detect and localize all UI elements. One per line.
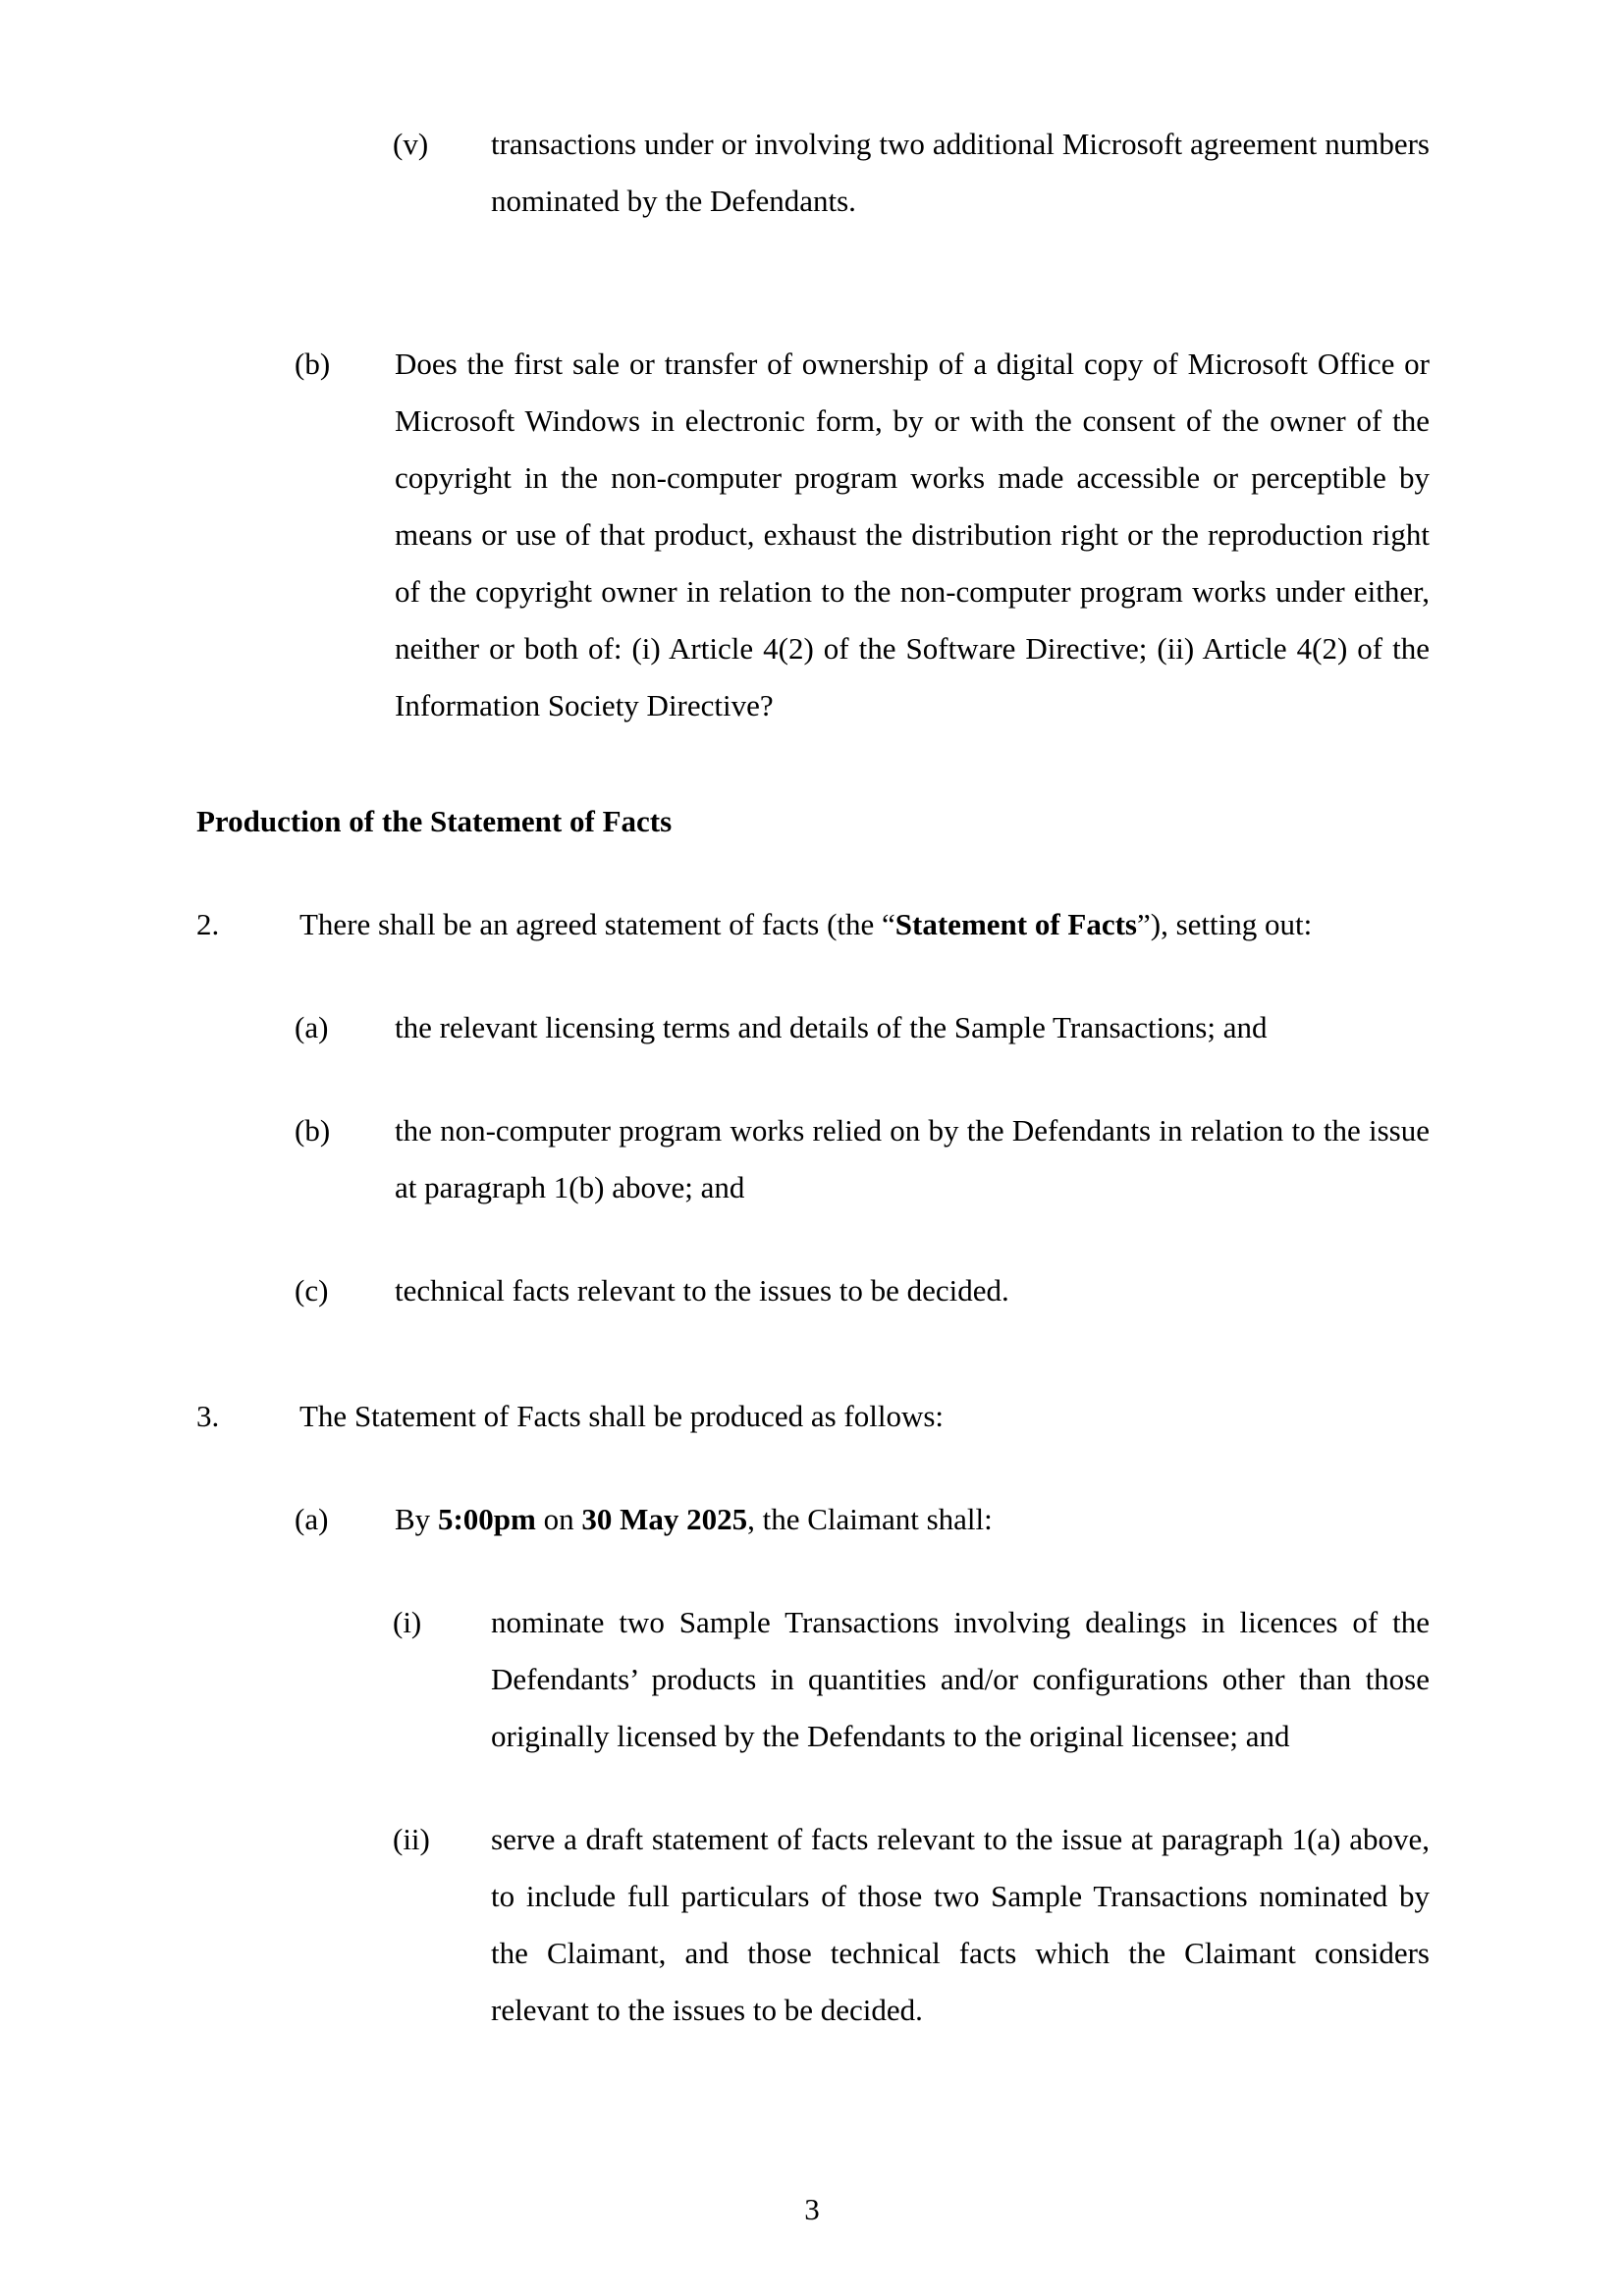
- item-2a-text: the relevant licensing terms and details of the Sample Transactions; and: [395, 1010, 1268, 1044]
- paragraph-2-text: There shall be an agreed statement of facts (the “Statement of Facts”), setting out:: [299, 907, 1313, 941]
- paragraph-2: [196, 896, 1430, 953]
- paragraph-number: 2.: [196, 907, 220, 941]
- item-v: [393, 116, 1430, 230]
- list-label: (b): [295, 1113, 331, 1148]
- question-item-b: [295, 336, 1430, 734]
- document-content: [196, 116, 1430, 2085]
- list-label: (i): [393, 1605, 422, 1639]
- list-label: (a): [295, 1010, 329, 1044]
- section-heading-production: Production of the Statement of Facts: [196, 804, 673, 838]
- question-item-b-text: Does the first sale or transfer of ownership of a digital copy of Microsoft Office or Microsoft Windows in electronic form, by or with the consent of the owner of the copyright in the non-computer program works made accessible or perceptible by means or use of that product, exhaust the distribution right or the reproduction right of the copyright owner in relation to the non-computer program works under either, neither or both of: (i) Article 4(2) of the Software Directive; (ii) Article 4(2) of the Information Society Directive?: [395, 347, 1430, 722]
- item-2a: [295, 999, 1430, 1056]
- list-label: (b): [295, 347, 331, 381]
- item-3a: [295, 1491, 1430, 1548]
- page-number: 3: [804, 2192, 820, 2226]
- paragraph-number: 3.: [196, 1399, 220, 1433]
- item-3a-ii-text: serve a draft statement of facts relevant to the issue at paragraph 1(a) above, to include full particulars of those two Sample Transactions nominated by the Claimant, and those technical facts which the Claimant considers relevant to the issues to be decided.: [491, 1822, 1430, 2027]
- item-3a-text: By 5:00pm on 30 May 2025, the Claimant shall:: [395, 1502, 993, 1536]
- paragraph-3-text: The Statement of Facts shall be produced as follows:: [299, 1399, 945, 1433]
- list-label: (c): [295, 1273, 329, 1308]
- item-v-text: transactions under or involving two additional Microsoft agreement numbers nominated by the Defendants.: [491, 127, 1430, 218]
- list-label: (ii): [393, 1822, 430, 1856]
- list-label: (v): [393, 127, 429, 161]
- item-2c: [295, 1262, 1430, 1319]
- item-3a-i: [393, 1594, 1430, 1765]
- item-2b: [295, 1102, 1430, 1216]
- item-2c-text: technical facts relevant to the issues to be decided.: [395, 1273, 1009, 1308]
- item-2b-text: the non-computer program works relied on by the Defendants in relation to the issue at paragraph 1(b) above; and: [395, 1113, 1430, 1204]
- paragraph-3: [196, 1388, 1430, 1445]
- list-label: (a): [295, 1502, 329, 1536]
- item-3a-i-text: nominate two Sample Transactions involving dealings in licences of the Defendants’ products in quantities and/or configurations other than those originally licensed by the Defendants to the original licensee; and: [491, 1605, 1430, 1753]
- item-3a-ii: [393, 1811, 1430, 2039]
